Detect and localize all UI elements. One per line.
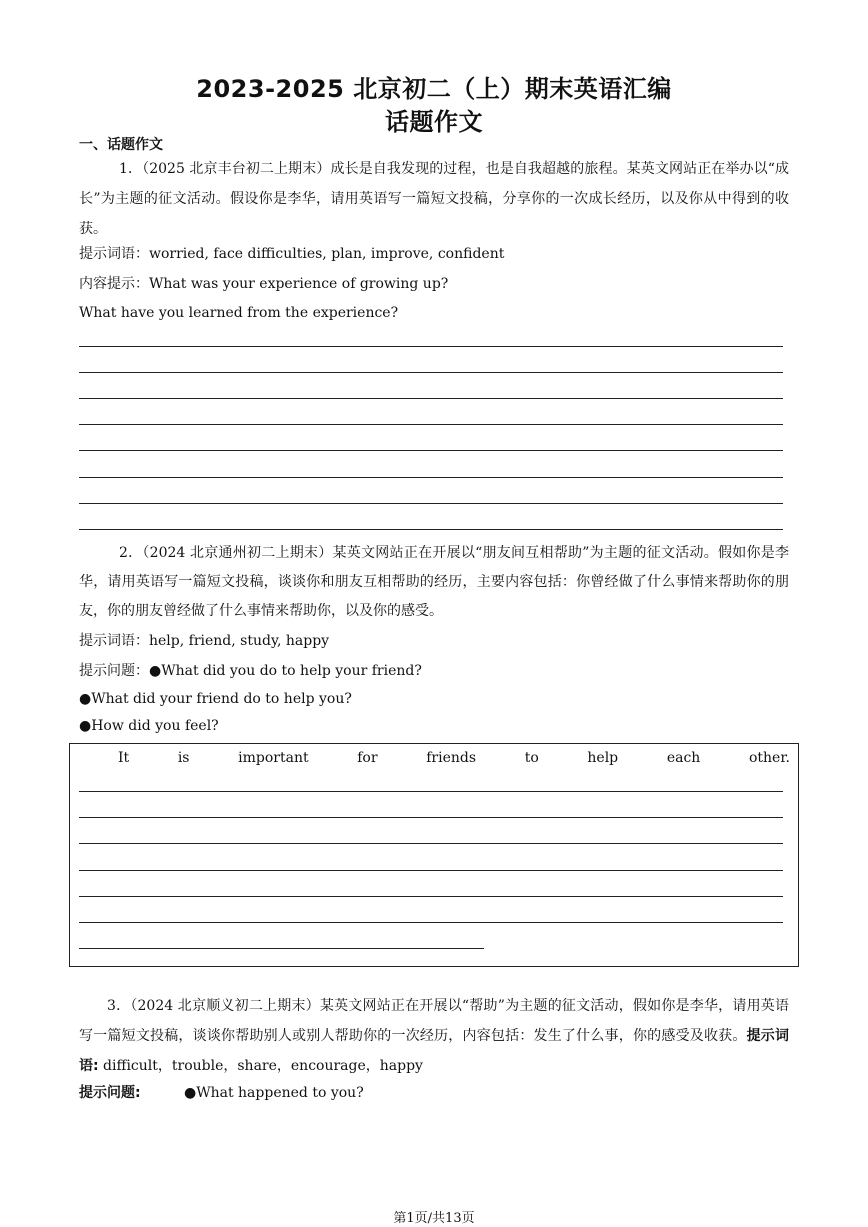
q3-hint-label: 提示词语: [79, 1028, 790, 1074]
q2-answer-line[interactable] [79, 791, 783, 792]
q1-answer-line[interactable] [79, 372, 783, 373]
q2-hint-words: 提示词语：help, friend, study, happy [79, 633, 330, 649]
q2-question-1: 提示问题：●What did you do to help your friend? [79, 663, 422, 679]
q2-answer-line[interactable] [79, 843, 783, 844]
q1-answer-line[interactable] [79, 346, 783, 347]
q1-hint-words: 提示词语：worried, face difficulties, plan, improve, confident [79, 246, 505, 262]
q3-question-1: ●What happened to you? [184, 1085, 364, 1101]
q2-question-2: ●What did your friend do to help you? [79, 691, 352, 707]
q1-answer-line[interactable] [79, 450, 783, 451]
q3-hint-words: difficult，trouble，share，encourage，happy [98, 1058, 423, 1074]
q3-prompt-text: 3．（2024 北京顺义初二上期末）某英文网站正在开展以“帮助”为主题的征文活动，假如你是李华，请用英语写一篇短文投稿，谈谈你帮助别人或别人帮助你的一次经历，内容包括：发生了什么事，你的感受及收获。 [79, 998, 789, 1044]
page-title: 2023-2025 北京初二（上）期末英语汇编 [196, 75, 672, 103]
opening-word: is [177, 750, 190, 766]
q1-answer-line[interactable] [79, 398, 783, 399]
opening-word: to [524, 750, 539, 766]
q3-prompt [79, 991, 789, 1081]
opening-word: friends [426, 750, 477, 766]
q1-content-hint-2: What have you learned from the experience? [79, 305, 399, 321]
opening-word: for [357, 750, 378, 766]
opening-word: help [587, 750, 619, 766]
q3-question-label: 提示问题: [79, 1085, 141, 1101]
q1-answer-line[interactable] [79, 424, 783, 425]
opening-word: It [118, 750, 130, 766]
q2-answer-box[interactable] [69, 743, 799, 967]
opening-word: each [666, 750, 701, 766]
q1-answer-line[interactable] [79, 477, 783, 478]
q1-answer-line[interactable] [79, 529, 783, 530]
opening-word: important [238, 750, 309, 766]
q2-answer-line[interactable] [79, 870, 783, 871]
q2-opening-sentence [118, 750, 790, 766]
page-subtitle: 话题作文 [385, 108, 483, 136]
q1-content-hint: 内容提示：What was your experience of growing up? [79, 276, 449, 292]
q1-prompt: 1．（2025 北京丰台初二上期末）成长是自我发现的过程，也是自我超越的旅程。某英文网站正在举办以“成长”为主题的征文活动。假设你是李华，请用英语写一篇短文投稿，分享你的一次成长经历，以及你从中得到的收获。 [79, 161, 789, 237]
q2-prompt: 2．（2024 北京通州初二上期末）某英文网站正在开展以“朋友间互相帮助”为主题的征文活动。假如你是李华，请用英语写一篇短文投稿，谈谈你和朋友互相帮助的经历，主要内容包括：你曾经做了什么事情来帮助你的朋友，你的朋友曾经做了什么事情来帮助你，以及你的感受。 [79, 545, 789, 619]
q2-question-3: ●How did you feel? [79, 718, 219, 734]
page-number: 第1页/共13页 [393, 1211, 475, 1226]
q2-answer-line[interactable] [79, 896, 783, 897]
section-heading: 一、话题作文 [79, 137, 163, 153]
q2-answer-line[interactable] [79, 922, 783, 923]
q2-answer-line[interactable] [79, 817, 783, 818]
opening-word: other. [748, 750, 790, 766]
q2-answer-line-short[interactable] [79, 948, 484, 949]
q1-answer-line[interactable] [79, 503, 783, 504]
